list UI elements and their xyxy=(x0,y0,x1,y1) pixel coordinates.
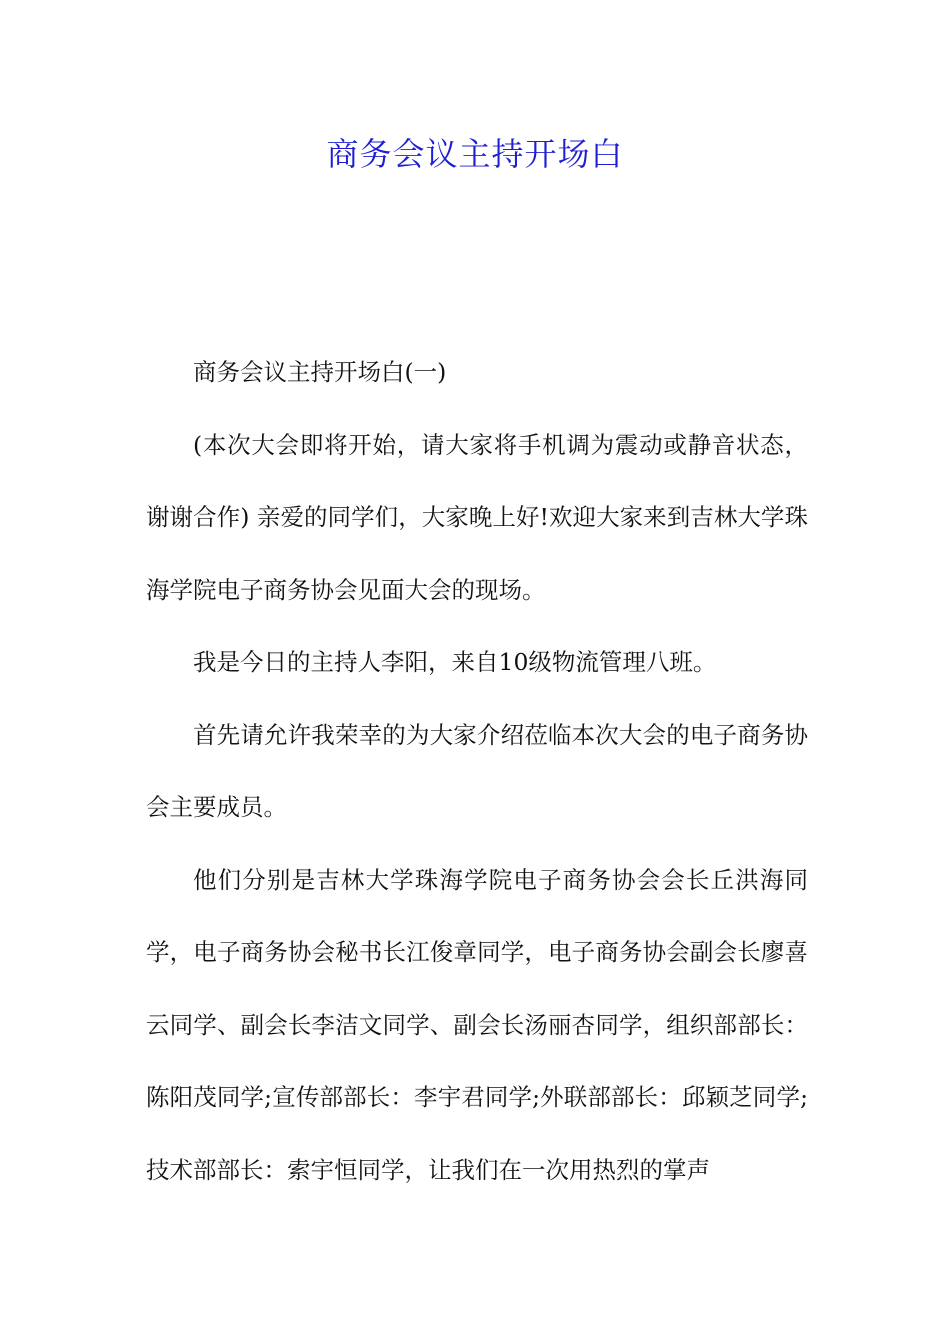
document-body xyxy=(146,336,808,1206)
document-title: 商务会议主持开场白 xyxy=(326,135,624,173)
paragraph-heading: 商务会议主持开场白(一) xyxy=(193,358,447,386)
paragraph-host-intro: 我是今日的主持人李阳，来自10级物流管理八班。 xyxy=(193,648,717,676)
paragraph-members-intro: 首先请允许我荣幸的为大家介绍莅临本次大会的电子商务协会主要成员。 xyxy=(146,720,808,821)
paragraph-welcome: (本次大会即将开始，请大家将手机调为震动或静音状态，谢谢合作) 亲爱的同学们，大家晚上好!欢迎大家来到吉林大学珠海学院电子商务协会见面大会的现场。 xyxy=(146,430,808,604)
paragraph-members-list: 他们分别是吉林大学珠海学院电子商务协会会长丘洪海同学，电子商务协会秘书长江俊章同学，电子商务协会副会长廖喜云同学、副会长李洁文同学、副会长汤丽杏同学，组织部部长：陈阳茂同学;宣传部部长：李宇君同学;外联部部长：邱颖芝同学;技术部部长：索宇恒同学，让我们在一次用热烈的掌声 xyxy=(146,865,808,1184)
